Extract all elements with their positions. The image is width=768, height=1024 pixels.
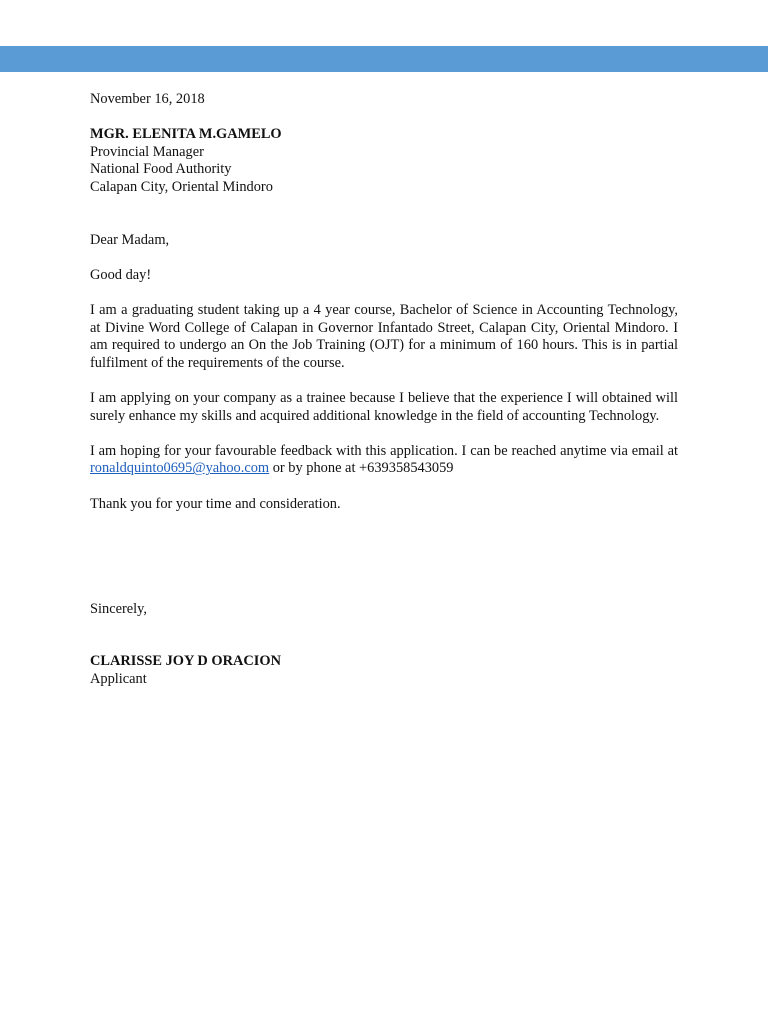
greeting: Good day! xyxy=(90,266,152,283)
salutation: Dear Madam, xyxy=(90,231,170,248)
signatory-role: Applicant xyxy=(90,671,147,688)
body-paragraph-3 xyxy=(90,443,678,478)
thanks-line: Thank you for your time and consideration. xyxy=(90,495,341,512)
recipient-address: Calapan City, Oriental Mindoro xyxy=(90,178,273,195)
body-paragraph-2: I am applying on your company as a trainee because I believe that the experience I will obtained will surely enhance my skills and acquired additional knowledge in the field of accounting Technology. xyxy=(90,390,678,424)
recipient-name: MGR. ELENITA M.GAMELO xyxy=(90,126,282,143)
closing: Sincerely, xyxy=(90,601,148,618)
phone-text: or by phone at +639358543059 xyxy=(269,460,454,477)
recipient-title: Provincial Manager xyxy=(90,143,204,160)
signatory-name: CLARISSE JOY D ORACION xyxy=(90,653,281,670)
body-paragraph-1: I am a graduating student taking up a 4 year course, Bachelor of Science in Accounting Technology, at Divine Word College of Calapan in Governor Infantado Street, Calapan City, Oriental Mindoro. I am required to undergo an On the Job Training (OJT) for a minimum of 160 hours. This is in partial fulfilment of the requirements of the course. xyxy=(90,302,678,371)
paragraph-3-text: I am hoping for your favourable feedback with this application. I can be reached anytime via email at xyxy=(90,442,678,459)
recipient-organization: National Food Authority xyxy=(90,161,232,178)
recipient-block xyxy=(90,126,678,196)
email-link[interactable]: ronaldquinto0695@yahoo.com xyxy=(90,460,270,477)
letter-body xyxy=(90,91,678,689)
header-bar xyxy=(0,46,768,72)
letter-date: November 16, 2018 xyxy=(90,91,205,107)
